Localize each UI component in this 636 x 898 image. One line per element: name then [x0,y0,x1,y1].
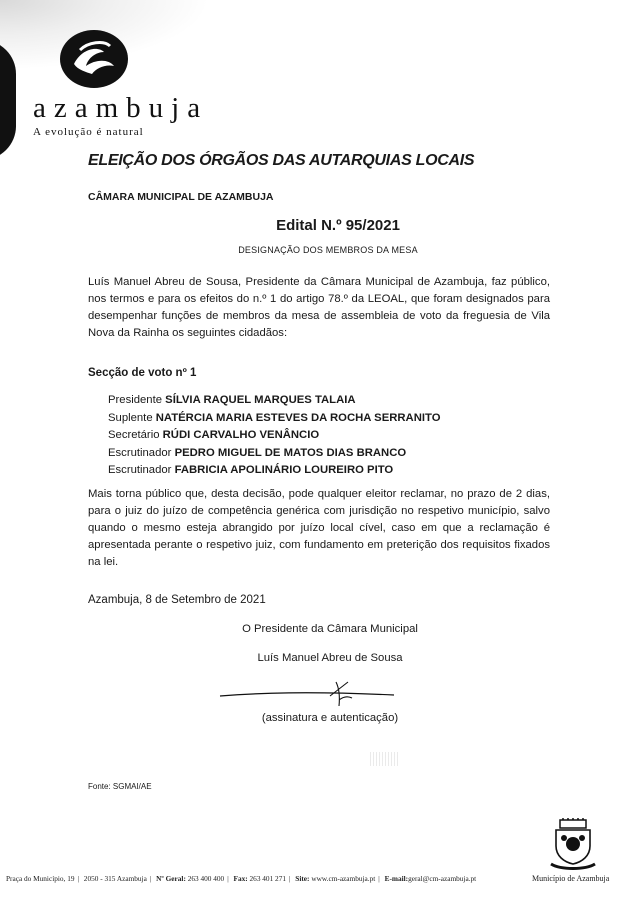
signature-name: Luís Manuel Abreu de Sousa [257,652,403,664]
members-list [108,392,441,480]
member-row [108,410,441,428]
footer-fax-label: Fax: [233,874,248,883]
member-row [108,462,441,480]
local-date: Azambuja, 8 de Setembro de 2021 [88,594,266,606]
member-row [108,392,441,410]
member-name: FABRICIA APOLINÁRIO LOUREIRO PITO [174,464,394,476]
logo-tagline: A evolução é natural [33,126,144,138]
footer-postal: 2050 - 315 Azambuja [83,874,147,883]
member-name: NATÉRCIA MARIA ESTEVES DA ROCHA SERRANITO [155,411,441,424]
document-subtitle: CÂMARA MUNICIPAL DE AZAMBUJA [88,191,274,203]
member-role: Escrutinador [108,446,172,459]
coat-of-arms-icon [546,818,600,872]
footer-email-link[interactable]: geral@cm-azambuja.pt [408,874,477,883]
handwritten-signature [218,676,398,710]
member-role: Suplente [108,411,153,424]
member-role: Presidente [108,394,163,406]
source-note: Fonte: SGMAI/AE [88,782,152,791]
member-role: Escrutinador [108,464,172,476]
footer-site-label: Site: [295,874,310,883]
signature-note: (assinatura e autenticação) [261,712,399,724]
footer-phone: 263 400 400 [187,874,225,883]
azambuja-logo-icon [58,28,130,90]
azambuja-logo [30,28,209,138]
member-row [108,427,441,445]
footer-fax: 263 401 271 [249,874,286,883]
reclamacao-paragraph: Mais torna público que, desta decisão, pode qualquer eleitor reclamar, no prazo de 2 dias, para o juiz do juízo de competência genérica com jurisdição no respetivo município, salvo quando o mesmo esteja abrangido por juízo local cível, caso em que a reclamação é apresentada perante o respetivo juiz, com fundamento em preterição dos requisitos fixados na lei. [88,488,550,568]
footer-contacts: Praça do Município, 19 | 2050 - 315 Azambuja | Nº Geral: 263 400 400 | Fax: 263 401 271 | Site: www.cm-azambuja.pt | E-mail:geral@cm-azambuja.pt [6,874,477,883]
footer-email-label: E-mail: [384,874,409,883]
member-role: Secretário [108,429,160,441]
footer-site-link[interactable]: www.cm-azambuja.pt [311,874,376,883]
signature-role: O Presidente da Câmara Municipal [242,623,418,635]
intro-paragraph: Luís Manuel Abreu de Sousa, Presidente da Câmara Municipal de Azambuja, faz público, nos termos e para os efeitos do n.º 1 do artigo 78.º da LEOAL, que foram designados para desempenhar funções de membros da mesa de assembleia de voto da freguesia de Vila Nova da Rainha os seguintes cidadãos: [88,276,550,339]
footer-address: Praça do Município, 19 [6,874,75,883]
member-name: PEDRO MIGUEL DE MATOS DIAS BRANCO [174,446,407,459]
member-name: RÚDI CARVALHO VENÂNCIO [162,429,320,441]
seccao-heading: Secção de voto nº 1 [88,367,197,379]
document-title: ELEIÇÃO DOS ÓRGÃOS DAS AUTARQUIAS LOCAIS [88,152,475,169]
scan-noise [370,752,400,766]
member-row [108,445,441,463]
footer-municipio: Município de Azambuja [532,874,610,883]
member-name: SÍLVIA RAQUEL MARQUES TALAIA [165,394,356,406]
footer-phone-label: Nº Geral: [156,874,186,883]
designacao-heading: DESIGNAÇÃO DOS MEMBROS DA MESA [238,245,418,255]
logo-name: azambuja [33,92,209,124]
edital-number: Edital N.º 95/2021 [276,217,400,234]
